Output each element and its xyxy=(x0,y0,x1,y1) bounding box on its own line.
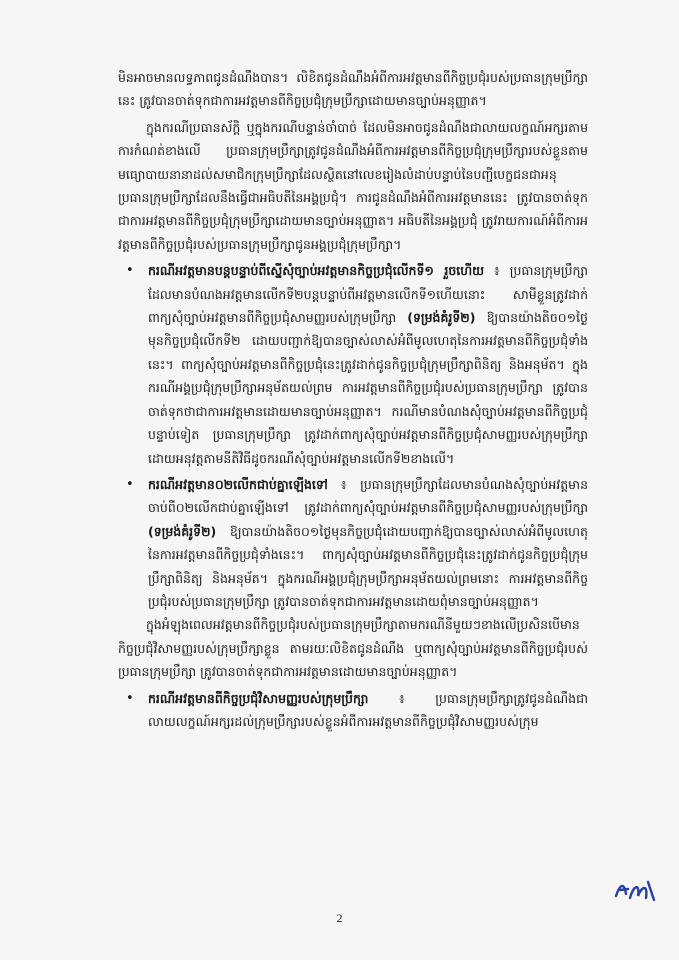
bullet-icon: • xyxy=(126,476,134,492)
bullet-body-part: ឱ្យបានយ៉ាងតិច០១ថ្ងៃមុនកិច្ចប្រជុំដោយបញ្ជាក់ឱ្យបានច្បាស់លាស់អំពីមូលហេតុនៃការអវត្តមានពីកិច្ចប្រជុំទាំងនេះ។ ពាក្យសុំច្បាប់អវត្តមានពីកិច្ចប្រជុំនេះត្រូវដាក់ជូនកិច្ចប្រជុំក្រុមប្រឹក្សាពិនិត្យ និងអនុម័ត។ ក្នុងករណីអង្គប្រជុំក្រុមប្រឹក្សាអនុម័តយល់ព្រមនោះ ការអវត្តមានពីកិច្ចប្រជុំរបស់ប្រធានក្រុមប្រឹក្សា ត្រូវបានចាត់ទុកជាការអវត្តមានដោយពុំមានច្បាប់អនុញ្ញាត។ xyxy=(148,523,588,609)
bullet-body-part: ប្រធានក្រុមប្រឹក្សាដែលមានបំណងសុំច្បាប់អវត្តមានចាប់ពី០២លើកជាប់គ្នាឡើងទៅ ត្រូវដាក់ពាក្យសុំច្បាប់អវត្តមានពីកិច្ចប្រជុំសាមញ្ញរបស់ក្រុមប្រឹក្សា xyxy=(148,476,588,516)
bullet-heading: ករណីអវត្តមាន០២លើកជាប់គ្នាឡើងទៅ xyxy=(148,476,328,492)
page-number: 2 xyxy=(336,911,343,925)
bullet-heading: ករណីអវត្តមានពីកិច្ចប្រជុំវិសាមញ្ញរបស់ក្រុមប្រឹក្សា xyxy=(148,690,369,706)
bullet-heading: ករណីអវត្តមានបន្តបន្ទាប់ពីស្នើសុំច្បាប់អវត្តមានកិច្ចប្រជុំលើកទី១ រួចហើយ xyxy=(148,263,485,279)
bullet-separator: ៖ xyxy=(327,476,361,492)
bullet-separator: ៖ xyxy=(484,263,510,279)
document-body xyxy=(118,66,588,733)
paragraph-1: មិនអាចមានលទ្ធភាពជូនដំណឹងបាន។ លិខិតជូនដំណឹងអំពីការអវត្តមានពីកិច្ចប្រជុំរបស់ប្រធានក្រុមប្រឹក្សានេះ ត្រូវបានចាត់ទុកជាការអវត្តមានពីកិច្ចប្រជុំក្រុមប្រឹក្សាដោយមានច្បាប់អនុញ្ញាត។ xyxy=(118,70,588,109)
paragraph-3: ក្នុងអំឡុងពេលអវត្តមានពីកិច្ចប្រជុំរបស់ប្រធានក្រុមប្រឹក្សាតាមករណីនីមួយៗខាងលើប្រសិនបើមានកិច្ចប្រជុំវិសាមញ្ញរបស់ក្រុមប្រឹក្សាខ្លួន តាមរយៈលិខិតជូនដំណឹង ឬពាក្យសុំច្បាប់អវត្តមានពីកិច្ចប្រជុំរបស់ប្រធានក្រុមប្រឹក្សា ត្រូវបានចាត់ទុកជាការអវត្តមានដោយមានច្បាប់អនុញ្ញាត។ xyxy=(118,617,588,680)
bullet-body-part: ឱ្យបានយ៉ាងតិច០១ថ្ងៃមុនកិច្ចប្រជុំលើកទី២ ដោយបញ្ជាក់ឱ្យបានច្បាស់លាស់អំពីមូលហេតុនៃការអវត្តមានពីកិច្ចប្រជុំទាំងនេះ។ ពាក្យសុំច្បាប់អវត្តមានពីកិច្ចប្រជុំនេះត្រូវដាក់ជូនកិច្ចប្រជុំក្រុមប្រឹក្សាពិនិត្យ និងអនុម័ត។ ក្នុងករណីអង្គប្រជុំក្រុមប្រឹក្សាអនុម័តយល់ព្រម ការអវត្តមានពីកិច្ចប្រជុំរបស់ប្រធានក្រុមប្រឹក្សា ត្រូវបានចាត់ទុកថាជាការអវត្តមានដោយមានច្បាប់អនុញ្ញាត។ ករណីមានបំណងសុំច្បាប់អវត្តមានពីកិច្ចប្រជុំបន្ទាប់ទៀត ប្រធានក្រុមប្រឹក្សា ត្រូវដាក់ពាក្យសុំច្បាប់អវត្តមានពីកិច្ចប្រជុំសាមញ្ញរបស់ក្រុមប្រឹក្សា ដោយអនុវត្តតាមនីតិវិធីដូចករណីសុំច្បាប់អវត្តមានលើកទី២ខាងលើ។ xyxy=(148,310,588,466)
bullet-icon: • xyxy=(126,690,134,706)
bullet-item-1 xyxy=(118,259,588,470)
handwritten-initials-icon xyxy=(614,876,658,904)
bullet-separator: ៖ xyxy=(368,690,436,706)
paragraph-2: ក្នុងករណីប្រធានស័ក្តិ ឬក្នុងករណីបន្ទាន់ចាំបាច់ ដែលមិនអាចជូនដំណឹងជាលាយលក្ខណ៍អក្សរតាមការកំណត់ខាងលើ ប្រធានក្រុមប្រឹក្សាត្រូវជូនដំណឹងអំពីការអវត្តមានពីកិច្ចប្រជុំក្រុមប្រឹក្សារបស់ខ្លួនតាមមធ្យោបាយនានាដល់សមាជិកក្រុមប្រឹក្សាដែលស្ថិតនៅលេខរៀងលំដាប់បន្ទាប់នៃបញ្ជីបេក្ខជនជាអនុប្រធានក្រុមប្រឹក្សាដែលនឹងធ្វើជាអធិបតីនៃអង្គប្រជុំ។ ការជូនដំណឹងអំពីការអវត្តមាននេះ ត្រូវបានចាត់ទុកជាការអវត្តមានពីកិច្ចប្រជុំក្រុមប្រឹក្សាដោយមានច្បាប់អនុញ្ញាត។ អធិបតីនៃអង្គប្រជុំ ត្រូវរាយការណ៍អំពីការអវត្តមានពីកិច្ចប្រជុំរបស់ប្រធានក្រុមប្រឹក្សាជូនអង្គប្រជុំក្រុមប្រឹក្សា។ xyxy=(118,119,588,252)
form-reference: (ទម្រង់គំរូទី២) xyxy=(407,310,476,326)
bullet-item-2 xyxy=(118,473,588,613)
bullet-body-part: ប្រធានក្រុមប្រឹក្សាដែលមានបំណងអវត្តមានលើកទី២បន្តបន្ទាប់ពីអវត្តមានលើកទី១ហើយនោះ សាមីខ្លួនត្រូវដាក់ពាក្យសុំច្បាប់អវត្តមានពីកិច្ចប្រជុំសាមញ្ញរបស់ក្រុមប្រឹក្សា xyxy=(148,263,588,326)
bullet-body-part: ប្រធានក្រុមប្រឹក្សាត្រូវជូនដំណឹងជាលាយលក្ខណ៍អក្សរដល់ក្រុមប្រឹក្សារបស់ខ្លួនអំពីការអវត្តមានពីកិច្ចប្រជុំវិសាមញ្ញរបស់ក្រុម xyxy=(148,690,588,729)
bullet-item-3 xyxy=(118,687,588,734)
form-reference: (ទម្រង់គំរូទី២) xyxy=(148,523,217,539)
bullet-icon: • xyxy=(126,263,134,279)
